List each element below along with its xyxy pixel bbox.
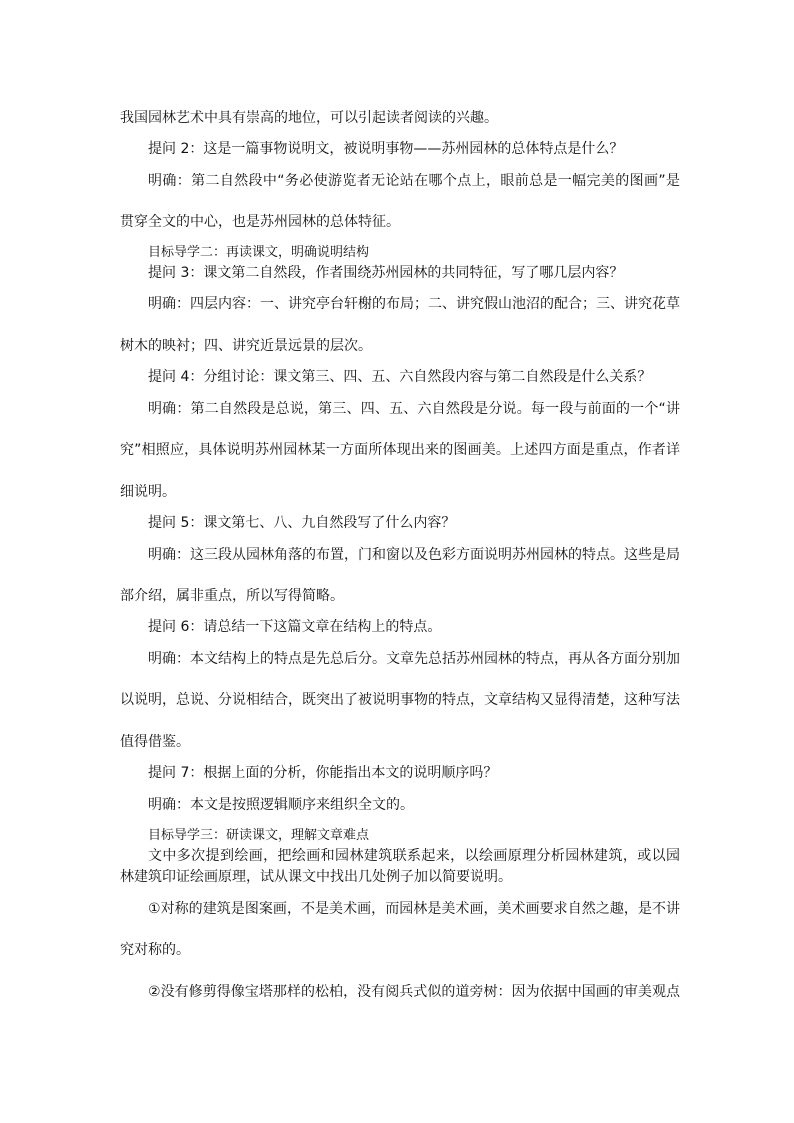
example-1-line-1: ①对称的建筑是图案画，不是美术画，而园林是美术画，美术画要求自然之趣，是不讲: [148, 901, 680, 917]
answer-5-line-2: 部介绍，属非重点，所以写得简略。: [120, 588, 344, 604]
question-3: 提问 3：课文第二自然段，作者围绕苏州园林的共同特征，写了哪几层内容？: [148, 265, 624, 281]
answer-2-line-1: 明确：第二自然段中“务必使游览者无论站在哪个点上，眼前总是一幅完美的图画”是: [148, 173, 680, 189]
answer-4-line-3: 细说明。: [120, 484, 176, 500]
answer-7: 明确：本文是按照逻辑顺序来组织全文的。: [148, 797, 414, 813]
answer-3-line-1: 明确：四层内容：一、讲究亭台轩榭的布局；二、讲究假山池沼的配合；三、讲究花草: [148, 296, 680, 312]
answer-4-line-1: 明确：第二自然段是总说，第三、四、五、六自然段是分说。每一段与前面的一个“讲: [148, 401, 680, 417]
answer-4-line-2: 究”相照应，具体说明苏州园林某一方面所体现出来的图画美。上述四方面是重点，作者详: [120, 442, 680, 458]
question-2: 提问 2：这是一篇事物说明文，被说明事物——苏州园林的总体特点是什么？: [148, 141, 624, 157]
example-2-line-1: ②没有修剪得像宝塔那样的松柏，没有阅兵式似的道旁树：因为依据中国画的审美观点: [148, 984, 680, 1000]
question-6: 提问 6：请总结一下这篇文章在结构上的特点。: [148, 619, 442, 635]
answer-6-line-3: 值得借鉴。: [120, 734, 190, 750]
example-1-line-2: 究对称的。: [120, 942, 190, 958]
discussion-line-2: 林建筑印证绘画原理，试从课文中找出几处例子加以简要说明。: [120, 869, 512, 885]
answer-2-line-2: 贯穿全文的中心，也是苏州园林的总体特征。: [120, 214, 400, 230]
answer-5-line-1: 明确：这三段从园林角落的布置，门和窗以及色彩方面说明苏州园林的特点。这些是局: [148, 547, 680, 563]
paragraph-continuation: 我国园林艺术中具有崇高的地位，可以引起读者阅读的兴趣。: [120, 110, 498, 126]
question-7: 提问 7：根据上面的分析，你能指出本文的说明顺序吗？: [148, 765, 498, 781]
answer-3-line-2: 树木的映衬；四、讲究近景远景的层次。: [120, 338, 372, 354]
section-heading-3: 目标导学三：研读课文，理解文章难点: [148, 828, 370, 843]
question-5: 提问 5：课文第七、八、九自然段写了什么内容？: [148, 515, 456, 531]
section-heading-2: 目标导学二：再读课文，明确说明结构: [148, 245, 370, 260]
answer-6-line-2: 以说明，总说、分说相结合，既突出了被说明事物的特点，文章结构又显得清楚，这种写法: [120, 692, 680, 708]
discussion-line-1: 文中多次提到绘画，把绘画和园林建筑联系起来，以绘画原理分析园林建筑，或以园: [148, 848, 680, 864]
question-4: 提问 4：分组讨论：课文第三、四、五、六自然段内容与第二自然段是什么关系？: [148, 369, 652, 385]
answer-6-line-1: 明确：本文结构上的特点是先总后分。文章先总括苏州园林的特点，再从各方面分别加: [148, 651, 680, 667]
